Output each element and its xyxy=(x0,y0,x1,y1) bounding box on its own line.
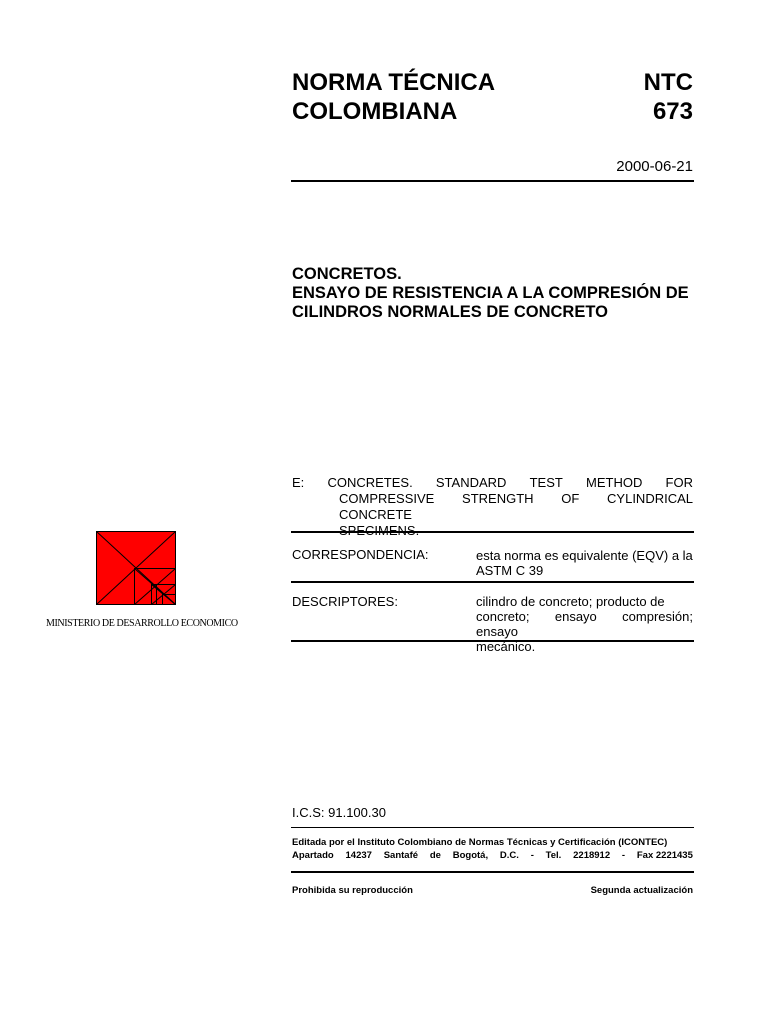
english-word: CONCRETES. xyxy=(327,475,413,490)
ics-code: I.C.S: 91.100.30 xyxy=(292,805,386,820)
reproduction-notice: Prohibida su reproducción xyxy=(292,885,413,896)
ntc-code-line1: NTC xyxy=(643,69,693,96)
header-divider xyxy=(291,180,694,182)
ministry-logo-icon xyxy=(96,531,176,605)
descriptores-label: DESCRIPTORES: xyxy=(292,594,398,609)
descriptores-value-line3: mecánico. xyxy=(476,639,536,654)
edition-part: de xyxy=(429,850,441,861)
correspondencia-value xyxy=(476,548,693,578)
english-title-line2: COMPRESSIVE STRENGTH OF CYLINDRICAL CONCRETE xyxy=(339,491,693,522)
ntc-code xyxy=(560,68,693,126)
edition-part: D.C. xyxy=(499,850,519,861)
edition-part: 14237 xyxy=(345,850,372,861)
subject-line1: CONCRETOS. xyxy=(292,265,402,283)
edition-part: Fax 2221435 xyxy=(636,850,693,861)
english-title xyxy=(292,475,693,539)
english-title-line3: SPECIMENS. xyxy=(339,523,420,538)
edition-info xyxy=(292,836,693,862)
descriptores-value-line1: cilindro de concreto; producto de xyxy=(476,594,665,609)
edition-part: Tel. xyxy=(545,850,562,861)
edition-part: Bogotá, xyxy=(452,850,489,861)
norma-title xyxy=(292,68,495,126)
subject-line3: CILINDROS NORMALES DE CONCRETO xyxy=(292,303,608,321)
edition-part: - xyxy=(621,850,626,861)
english-word: METHOD xyxy=(586,475,643,490)
document-subject xyxy=(292,265,689,322)
update-notice: Segunda actualización xyxy=(590,885,693,896)
correspondencia-value-line1: esta norma es equivalente (EQV) a la xyxy=(476,548,693,563)
edition-line1: Editada por el Instituto Colombiano de Normas Técnicas y Certificación (ICONTEC) xyxy=(292,837,668,848)
edition-part: - xyxy=(530,850,534,861)
correspondencia-label: CORRESPONDENCIA: xyxy=(292,547,429,562)
correspondencia-divider xyxy=(291,581,694,583)
norma-title-line2: COLOMBIANA xyxy=(292,98,458,125)
english-divider xyxy=(291,531,694,533)
descriptores-divider xyxy=(291,640,694,642)
english-word: STANDARD xyxy=(435,475,507,490)
norma-title-line1: NORMA TÉCNICA xyxy=(292,69,496,96)
descriptores-value-line2: concreto; ensayo compresión; ensayo xyxy=(476,609,693,639)
edition-divider xyxy=(291,871,694,873)
edition-part: Apartado xyxy=(292,850,334,861)
english-title-line1 xyxy=(292,475,693,491)
english-word: E: xyxy=(292,475,305,490)
ntc-code-line2: 673 xyxy=(652,98,693,125)
ics-divider xyxy=(291,827,694,828)
publication-date: 2000-06-21 xyxy=(616,158,693,175)
edition-part: Santafé xyxy=(383,850,419,861)
edition-line2 xyxy=(292,849,693,862)
subject-line2: ENSAYO DE RESISTENCIA A LA COMPRESIÓN DE xyxy=(292,284,689,302)
correspondencia-value-line2: ASTM C 39 xyxy=(476,563,544,578)
english-word: FOR xyxy=(665,475,693,490)
english-word: TEST xyxy=(529,475,563,490)
ministry-caption: MINISTERIO DE DESARROLLO ECONOMICO xyxy=(46,618,238,629)
descriptores-value xyxy=(476,594,693,654)
edition-part: 2218912 xyxy=(573,850,611,861)
